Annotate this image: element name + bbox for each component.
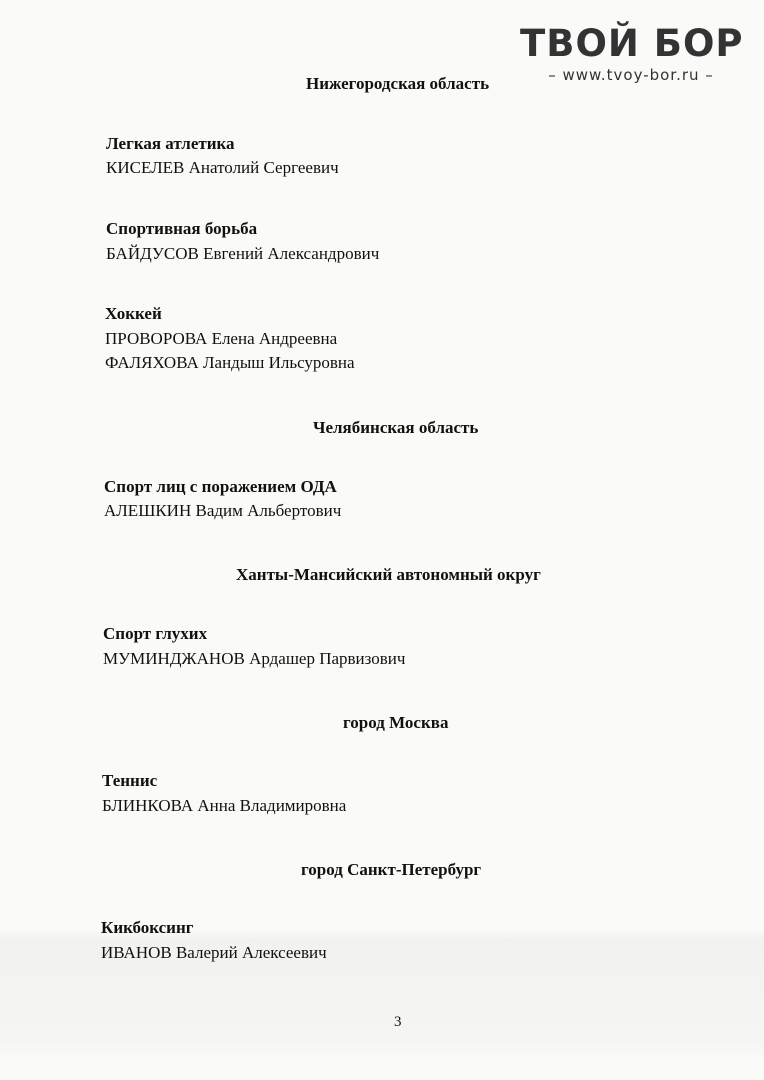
region-heading: Челябинская область	[313, 418, 479, 437]
sport-heading: Кикбоксинг	[101, 918, 194, 937]
region-heading: город Москва	[343, 713, 449, 732]
athlete-name: БЛИНКОВА Анна Владимировна	[102, 796, 347, 815]
watermark-logo	[520, 22, 742, 84]
watermark-url: – www.tvoy-bor.ru –	[548, 66, 714, 84]
sport-heading: Спорт глухих	[103, 624, 208, 643]
sport-heading: Спортивная борьба	[106, 219, 258, 238]
athlete-name: ПРОВОРОВА Елена Андреевна	[105, 329, 338, 348]
athlete-name: МУМИНДЖАНОВ Ардашер Парвизович	[103, 649, 406, 668]
watermark-title: ТВОЙ БОР	[520, 22, 744, 65]
athlete-name: ФАЛЯХОВА Ландыш Ильсуровна	[105, 353, 355, 372]
region-heading: Нижегородская область	[306, 74, 490, 93]
sport-heading: Спорт лиц с поражением ОДА	[104, 477, 337, 496]
sport-heading: Теннис	[102, 771, 158, 790]
athlete-name: БАЙДУСОВ Евгений Александрович	[106, 244, 380, 263]
page-number: 3	[394, 1014, 402, 1030]
region-heading: Ханты-Мансийский автономный округ	[236, 565, 541, 584]
region-heading: город Санкт-Петербург	[301, 860, 482, 879]
sport-heading: Легкая атлетика	[106, 134, 235, 153]
athlete-name: АЛЕШКИН Вадим Альбертович	[104, 501, 342, 520]
athlete-name: КИСЕЛЕВ Анатолий Сергеевич	[106, 158, 339, 177]
athlete-name: ИВАНОВ Валерий Алексеевич	[101, 943, 327, 962]
sport-heading: Хоккей	[105, 304, 162, 323]
